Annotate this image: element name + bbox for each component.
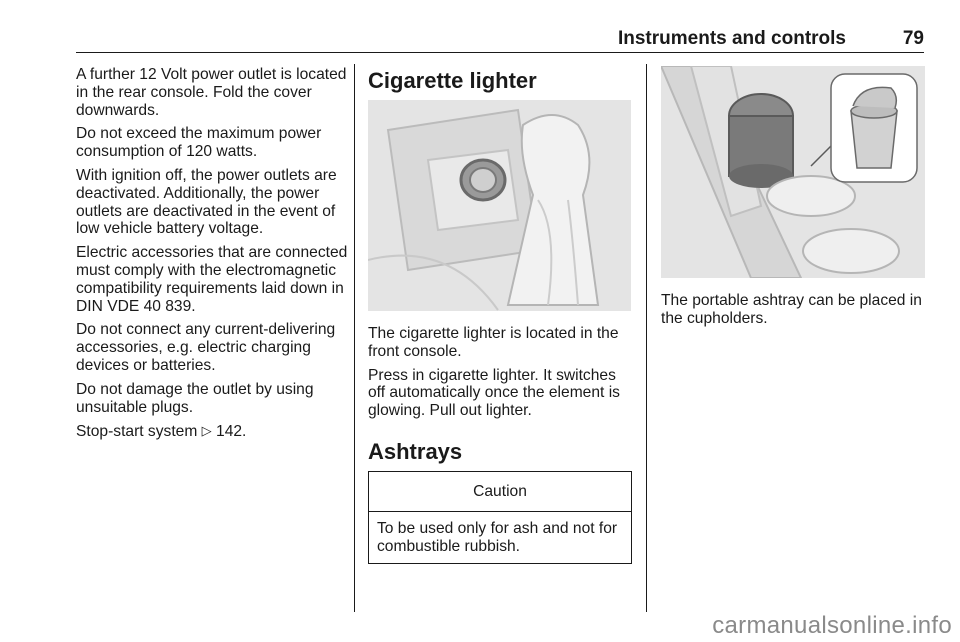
paragraph: Do not damage the outlet by using unsuitable plugs.: [76, 380, 314, 416]
caution-box: [368, 471, 632, 564]
ashtray-figure: [661, 66, 925, 278]
cross-reference[interactable]: [76, 422, 348, 441]
header-rule: [76, 52, 924, 53]
heading-ashtrays: Ashtrays: [368, 439, 463, 464]
paragraph: The cigarette lighter is located in the front console.: [368, 325, 619, 360]
cross-reference-page: 142.: [216, 423, 247, 441]
column-divider-2: [646, 64, 647, 612]
caution-text: To be used only for ash and not for combustible rubbish.: [377, 520, 618, 555]
section-title: Instruments and controls: [617, 28, 846, 49]
caution-title: Caution: [369, 472, 631, 512]
paragraph: Press in cigarette lighter. It switches off automatically once the element is glowing. Pull out lighter.: [368, 366, 620, 420]
page-number: 79: [902, 28, 924, 49]
paragraph: Do not connect any current-delivering accessories, e.g. electric charging devices or batteries.: [76, 321, 336, 374]
cross-reference-text: Stop-start system: [76, 423, 198, 441]
paragraph: Do not exceed the maximum power consumption of 120 watts.: [76, 125, 322, 161]
watermark: carmanualsonline.info: [712, 612, 952, 639]
paragraph: A further 12 Volt power outlet is located in the rear console. Fold the cover downwards.: [76, 66, 347, 119]
page-header: [76, 22, 924, 52]
column-power-outlets: [76, 66, 348, 447]
reference-arrow-icon: ▷: [201, 423, 212, 439]
cigarette-lighter-figure: [368, 100, 631, 311]
heading-cigarette-lighter: Cigarette lighter: [368, 68, 537, 93]
ashtray-caption: The portable ashtray can be placed in the cupholders.: [661, 292, 922, 327]
column-divider-1: [354, 64, 355, 612]
paragraph: With ignition off, the power outlets are deactivated. Additionally, the power outlets are deactivated in the event of low vehicle battery voltage.: [76, 166, 337, 238]
cigarette-lighter-text: [368, 325, 634, 426]
paragraph: Electric accessories that are connected must comply with the electromagnetic compatibility requirements laid down in DIN VDE 40 839.: [76, 244, 348, 315]
